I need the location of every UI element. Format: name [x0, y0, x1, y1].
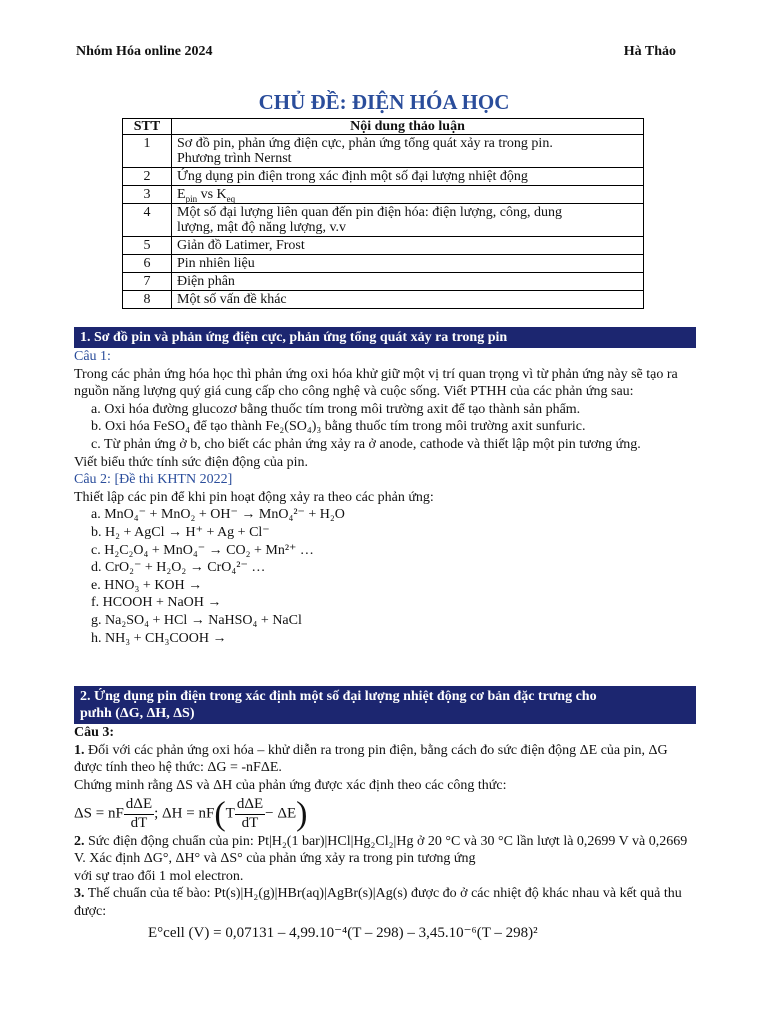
section-1-body	[74, 348, 696, 647]
section-2-heading	[74, 686, 696, 724]
question-1-part-c: c. Từ phản ứng ở b, cho biết các phản ứng xảy ra ở anode, cathode và thiết lập một pin tương ứng.	[91, 436, 641, 452]
row-text-cont: lượng, mật độ năng lượng, v.v	[177, 220, 347, 235]
formula-dS: ΔS = nF	[74, 805, 124, 822]
reaction-f: f. HCOOH + NaOH →	[91, 595, 222, 611]
row-number: 8	[123, 291, 172, 309]
part-number: 1.	[74, 742, 85, 758]
row-text: Một số đại lượng liên quan đến pin điện hóa: điện lượng, công, dung	[177, 205, 562, 220]
section-2-heading-line1: 2. Ứng dụng pin điện trong xác định một số đại lượng nhiệt động cơ bản đặc trưng cho	[80, 689, 597, 704]
row-content	[172, 135, 644, 168]
table-row	[123, 291, 644, 309]
equation-rhs: = 0,07131 – 4,99.10⁻⁴(T – 298) – 3,45.10⁻⁶(T – 298)²	[213, 924, 538, 941]
table-header-row	[123, 119, 644, 135]
fraction-den: dT	[130, 814, 148, 831]
row-text: Sơ đồ pin, phản ứng điện cực, phản ứng tổng quát xảy ra trong pin.	[177, 136, 553, 151]
row-number: 6	[123, 255, 172, 273]
section-2-heading-line2: pưhh (ΔG, ΔH, ΔS)	[80, 706, 195, 721]
question-1-label: Câu 1:	[74, 349, 111, 364]
part-text: Sức điện động chuẩn của pin: Pt|H₂(1 bar)|HCl|Hg₂Cl₂|Hg ở 20 °C và 30 °C lần lượt là 0,2699 V và 0,2669 V. Xác định ΔG°, ΔH° và ΔS° của phản ứng xảy ra trong pin tương ứng	[74, 833, 688, 867]
question-3-part-1-cont: Chứng minh rằng ΔS và ΔH của phản ứng được xác định theo các công thức:	[74, 777, 507, 793]
page-header	[76, 44, 676, 60]
row-content: $E_{pin}$ vs $K_{eq}$	[172, 186, 644, 204]
row-content: Giản đồ Latimer, Frost	[172, 237, 644, 255]
row-number: 1	[123, 135, 172, 168]
row-content: Pin nhiên liệu	[172, 255, 644, 273]
formula-minus-dE: − ΔE	[265, 805, 297, 822]
row-content: Một số vấn đề khác	[172, 291, 644, 309]
part-number: 3.	[74, 886, 85, 902]
part-number: 2.	[74, 833, 85, 849]
reaction-h: h. NH₃ + CH₃COOH →	[91, 630, 227, 646]
question-1-part-b: b. Oxi hóa FeSO₄ để tạo thành Fe₂(SO₄)₃ bằng thuốc tím trong môi trường axit sunfuric.	[91, 419, 586, 435]
formula-dH: ; ΔH = nF	[154, 805, 215, 822]
table-row	[123, 273, 644, 291]
column-header-content: Nội dung thảo luận	[172, 119, 644, 135]
table-row	[123, 204, 644, 237]
paren-open: (	[214, 795, 226, 833]
row-number: 7	[123, 273, 172, 291]
question-3-part-3	[74, 885, 696, 920]
fraction-den: dT	[241, 814, 259, 831]
row-content	[172, 204, 644, 237]
question-1-text: Trong các phản ứng hóa học thì phản ứng oxi hóa khử giữ một vị trí quan trọng vì từ phản ứng này sẽ tạo ra nguồn năng lượng quý giá cung cấp cho công nghệ và cuộc sống. Viết PTHH của các phản ứng sau:	[74, 366, 678, 400]
topics-table	[122, 118, 644, 309]
section-2-body	[74, 724, 696, 942]
table-row	[123, 237, 644, 255]
reaction-a: a. MnO₄⁻ + MnO₂ + OH⁻ → MnO₄²⁻ + H₂O	[91, 507, 345, 523]
table-row	[123, 186, 644, 204]
row-number: 4	[123, 204, 172, 237]
reaction-b: b. H₂ + AgCl → H⁺ + Ag + Cl⁻	[91, 524, 270, 540]
table-row	[123, 255, 644, 273]
question-2-text: Thiết lập các pin để khi pin hoạt động xảy ra theo các phản ứng:	[74, 489, 434, 505]
question-1-end: Viết biểu thức tính sức điện động của pin.	[74, 454, 309, 470]
fraction-dE-dT	[124, 796, 154, 832]
question-3-part-1	[74, 742, 696, 777]
section-1-heading: 1. Sơ đồ pin và phản ứng điện cực, phản ứng tổng quát xảy ra trong pin	[74, 327, 696, 348]
fraction-num: dΔE	[124, 796, 154, 815]
row-content: Ứng dụng pin điện trong xác định một số đại lượng nhiệt động	[172, 168, 644, 186]
fraction-dE-dT-2	[235, 796, 265, 832]
part-text: Thế chuẩn của tế bào: Pt(s)|H₂(g)|HBr(aq)|AgBr(s)|Ag(s) được đo ở các nhiệt độ khác nhau và kết quả thu được:	[74, 886, 682, 919]
column-header-stt: STT	[123, 119, 172, 135]
question-2-label: Câu 2: [Đề thi KHTN 2022]	[74, 472, 233, 488]
paren-close: )	[296, 795, 308, 833]
equation-lhs: E°cell (V)	[148, 924, 210, 941]
table-row	[123, 135, 644, 168]
reaction-e: e. HNO₃ + KOH →	[91, 577, 203, 593]
question-3-part-2-cont: với sự trao đổi 1 mol electron.	[74, 868, 244, 884]
table-row	[123, 168, 644, 186]
question-3-label: Câu 3:	[74, 725, 115, 740]
reaction-c: c. H₂C₂O₄ + MnO₄⁻ → CO₂ + Mn²⁺ …	[91, 542, 314, 558]
row-number: 2	[123, 168, 172, 186]
header-author: Hà Thảo	[623, 44, 676, 59]
row-text-cont: Phương trình Nernst	[177, 151, 292, 166]
fraction-num: dΔE	[235, 796, 265, 815]
thermo-formula	[74, 796, 696, 832]
row-content: Điện phân	[172, 273, 644, 291]
part-text: Đối với các phản ứng oxi hóa – khử diễn ra trong pin điện, bằng cách đo sức điện động ΔE của pin, ΔG được tính theo hệ thức: ΔG = -nFΔE.	[74, 742, 668, 776]
reaction-d: d. CrO₂⁻ + H₂O₂ → CrO₄²⁻ …	[91, 560, 266, 576]
question-3-part-2	[74, 833, 696, 868]
reaction-g: g. Na₂SO₄ + HCl → NaHSO₄ + NaCl	[91, 612, 302, 628]
cell-potential-equation	[74, 925, 696, 943]
formula-T: T	[225, 805, 235, 822]
question-1-part-a: a. Oxi hóa đường glucozơ bằng thuốc tím trong môi trường axit để tạo thành sản phẩm.	[91, 401, 581, 417]
header-group-name: Nhóm Hóa online 2024	[76, 44, 213, 59]
row-number: 3	[123, 186, 172, 204]
page-title: CHỦ ĐỀ: ĐIỆN HÓA HỌC	[258, 90, 510, 114]
row-number: 5	[123, 237, 172, 255]
